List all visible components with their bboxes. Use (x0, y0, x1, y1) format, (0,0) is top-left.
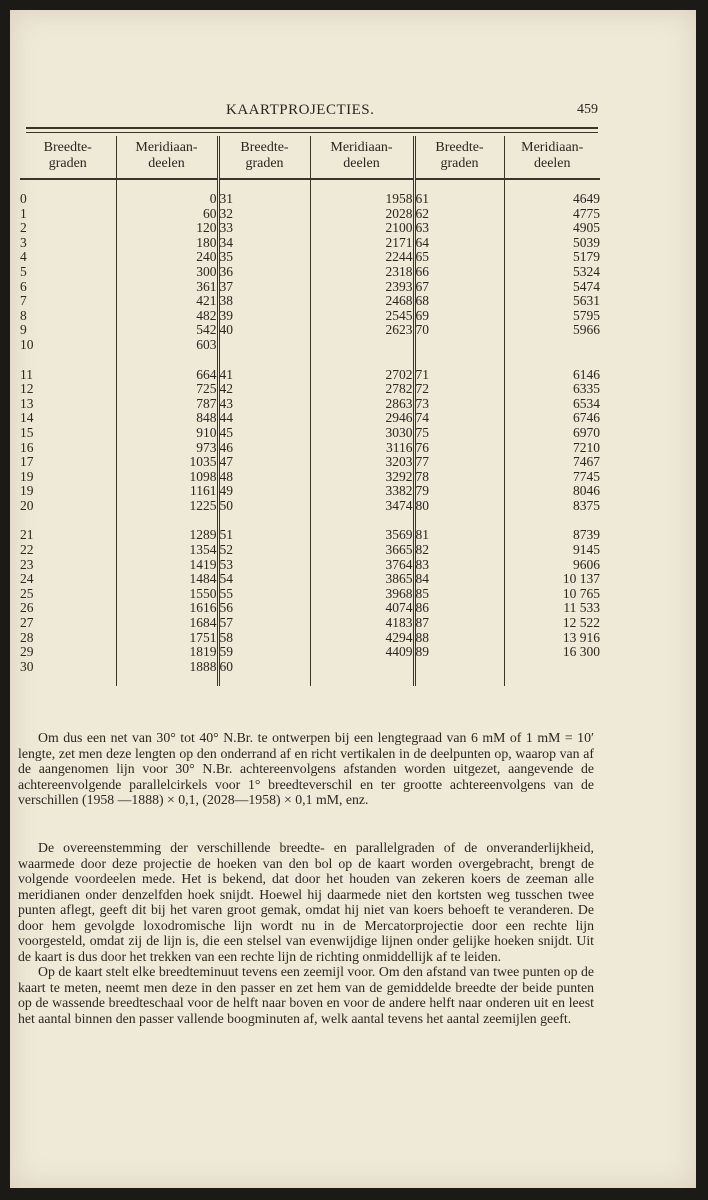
table-row (20, 353, 600, 383)
latitude-cell: 64 (414, 236, 504, 251)
latitude-cell: 86 (414, 601, 504, 616)
latitude-cell: 79 (414, 484, 504, 499)
meridional-part-cell: 2545 (310, 309, 414, 324)
latitude-cell: 60 (218, 660, 310, 686)
meridional-part-cell: 4409 (310, 645, 414, 660)
latitude-cell: 81 (414, 513, 504, 543)
meridional-part-cell (504, 338, 600, 353)
latitude-cell: 50 (218, 499, 310, 514)
latitude-cell: 38 (218, 294, 310, 309)
latitude-cell: 62 (414, 207, 504, 222)
meridional-part-cell: 10 137 (562, 571, 600, 587)
meridional-part-cell: 2946 (310, 411, 414, 426)
meridional-part-cell: 1289 (116, 513, 218, 543)
meridional-part-cell (504, 660, 600, 686)
meridional-part-cell: 1161 (116, 484, 218, 499)
meridional-part-cell: 1958 (310, 179, 414, 207)
meridional-part-cell: 5039 (573, 234, 600, 250)
meridional-part-cell: 361 (116, 280, 218, 295)
latitude-cell (414, 660, 504, 686)
meridional-part-cell: 664 (116, 353, 218, 383)
meridional-part-cell: 120 (116, 221, 218, 236)
latitude-cell: 41 (218, 353, 310, 383)
latitude-cell: 77 (414, 455, 504, 470)
latitude-cell: 55 (218, 587, 310, 602)
meridional-part-cell: 421 (116, 294, 218, 309)
meridional-part-cell: 5324 (573, 263, 600, 279)
meridional-part-cell: 16 300 (562, 644, 600, 660)
table-row (20, 645, 600, 660)
meridional-part-cell: 2171 (310, 236, 414, 251)
meridional-part-cell: 5631 (573, 293, 600, 309)
latitude-cell: 59 (218, 645, 310, 660)
meridional-part-cell: 1225 (116, 499, 218, 514)
meridional-part-cell: 3665 (310, 543, 414, 558)
latitude-cell (414, 338, 504, 353)
meridional-part-cell: 1484 (116, 572, 218, 587)
meridional-part-cell: 60 (116, 207, 218, 222)
meridional-part-cell: 2393 (310, 280, 414, 295)
latitude-cell: 4 (20, 250, 116, 265)
meridional-part-cell: 2468 (310, 294, 414, 309)
table-body (20, 179, 600, 686)
latitude-cell: 70 (414, 323, 504, 338)
meridional-part-cell: 2318 (310, 265, 414, 280)
latitude-cell: 27 (20, 616, 116, 631)
meridional-part-cell: 4294 (310, 631, 414, 646)
meridional-part-cell: 2623 (310, 323, 414, 338)
meridional-part-cell: 2244 (310, 250, 414, 265)
latitude-cell: 10 (20, 338, 116, 353)
meridional-part-cell: 3474 (310, 499, 414, 514)
table-row (20, 382, 600, 397)
latitude-cell: 78 (414, 470, 504, 485)
meridional-part-cell: 6746 (573, 410, 600, 426)
table-row (20, 294, 600, 309)
meridional-part-cell: 2863 (310, 397, 414, 412)
latitude-cell: 43 (218, 397, 310, 412)
latitude-cell: 26 (20, 601, 116, 616)
latitude-cell: 23 (20, 558, 116, 573)
meridional-part-cell: 4649 (573, 191, 600, 206)
meridional-part-cell: 4074 (310, 601, 414, 616)
meridional-part-cell: 13 916 (562, 629, 600, 645)
meridional-part-cell: 1616 (116, 601, 218, 616)
latitude-cell: 46 (218, 441, 310, 456)
meridional-part-cell: 11 533 (563, 600, 600, 616)
meridional-part-cell: 1751 (116, 631, 218, 646)
table-row (20, 323, 600, 338)
latitude-cell: 44 (218, 411, 310, 426)
meridional-part-cell: 1684 (116, 616, 218, 631)
table-row (20, 265, 600, 280)
latitude-cell: 66 (414, 265, 504, 280)
column-header: Breedte- graden (414, 136, 504, 179)
meridional-part-cell: 1035 (116, 455, 218, 470)
meridional-part-cell: 542 (116, 323, 218, 338)
latitude-cell: 42 (218, 382, 310, 397)
latitude-cell: 61 (414, 179, 504, 207)
column-header: Meridiaan- deelen (504, 136, 600, 179)
meridional-part-cell: 0 (116, 179, 218, 207)
meridional-part-cell: 973 (116, 441, 218, 456)
meridional-part-cell: 1888 (116, 660, 218, 686)
latitude-cell: 9 (20, 323, 116, 338)
meridional-part-cell (310, 338, 414, 353)
latitude-cell: 40 (218, 323, 310, 338)
latitude-cell: 67 (414, 280, 504, 295)
latitude-cell: 0 (20, 179, 116, 207)
column-header: Breedte- graden (218, 136, 310, 179)
latitude-cell: 88 (414, 631, 504, 646)
meridional-part-cell: 2702 (310, 353, 414, 383)
meridional-part-cell: 1354 (116, 543, 218, 558)
meridional-part-cell: 1819 (116, 645, 218, 660)
latitude-cell: 3 (20, 236, 116, 251)
meridional-part-cell: 725 (116, 382, 218, 397)
latitude-cell: 17 (20, 455, 116, 470)
latitude-cell: 48 (218, 470, 310, 485)
table-row (20, 499, 600, 514)
latitude-cell: 5 (20, 265, 116, 280)
meridional-part-cell: 6335 (573, 381, 600, 397)
meridional-part-cell: 4905 (573, 220, 600, 236)
meridional-part-cell: 6146 (573, 366, 600, 382)
meridional-part-cell: 5474 (573, 278, 600, 294)
table-row (20, 280, 600, 295)
latitude-cell: 34 (218, 236, 310, 251)
meridional-part-cell: 6970 (573, 424, 600, 440)
table-row (20, 513, 600, 543)
meridional-part-cell: 8046 (573, 483, 600, 499)
meridional-part-cell: 12 522 (562, 615, 600, 631)
latitude-cell: 58 (218, 631, 310, 646)
latitude-cell: 25 (20, 587, 116, 602)
latitude-cell: 56 (218, 601, 310, 616)
latitude-cell: 1 (20, 207, 116, 222)
table-row (20, 572, 600, 587)
latitude-cell: 31 (218, 179, 310, 207)
latitude-cell: 63 (414, 221, 504, 236)
latitude-cell: 65 (414, 250, 504, 265)
table-row (20, 616, 600, 631)
meridional-part-cell: 3382 (310, 484, 414, 499)
latitude-cell: 32 (218, 207, 310, 222)
latitude-cell: 16 (20, 441, 116, 456)
meridional-part-cell: 7210 (573, 439, 600, 455)
paragraph: Om dus een net van 30° tot 40° N.Br. te ontwerpen bij een lengtegraad van 6 mM of 1 mM = 10′ lengte, zet men deze lengten op den onderrand af en richt vertikalen in de deelpunten op, waarop van af de aangenomen lijn voor 30° N.Br. achtereenvolgens afstanden worden uitgezet, aangevende de achtereenvolgende parallelcirkels voor 1° breedteverschil en ter grootte achtereenvolgens van de verschillen (1958 —1888) × 0,1, (2028—1958) × 0,1 mM, enz. (18, 730, 594, 807)
table-row (20, 179, 600, 207)
meridional-part-cell: 8375 (573, 497, 600, 513)
meridional-part-cell: 180 (116, 236, 218, 251)
meridional-part-cell (310, 660, 414, 686)
latitude-cell: 30 (20, 660, 116, 686)
table-row (20, 631, 600, 646)
meridional-part-cell: 3968 (310, 587, 414, 602)
latitude-cell: 68 (414, 294, 504, 309)
latitude-cell: 47 (218, 455, 310, 470)
table-row (20, 236, 600, 251)
meridional-part-cell: 5966 (573, 322, 600, 338)
latitude-cell: 51 (218, 513, 310, 543)
latitude-cell: 36 (218, 265, 310, 280)
page-header (10, 102, 696, 122)
table-row (20, 411, 600, 426)
table-row (20, 455, 600, 470)
page-number: 459 (577, 102, 598, 117)
latitude-cell: 85 (414, 587, 504, 602)
latitude-cell: 29 (20, 645, 116, 660)
latitude-cell: 20 (20, 499, 116, 514)
meridional-part-cell: 1419 (116, 558, 218, 573)
latitude-cell: 28 (20, 631, 116, 646)
paragraph: De overeenstemming der verschillende breedte- en parallelgraden of de onveranderlijkheid, waarmede door deze projectie de hoeken van den bol op de kaart worden overgebracht, brengt de volgende voordeelen mede. Het is bekend, dat door het houden van zekeren koers de zeeman alle meridianen onder denzelfden hoek snijdt. Hoewel hij daarmede niet den kortsten weg tusschen twee punten aflegt, geeft dit bij het varen groot gemak, omdat hij niet van koers behoeft te veranderen. De door hem gevolgde loxodromische lijn wordt nu in de Mercatorprojectie door een rechte lijn voorgesteld, omdat zij de lijn is, die een stelsel van evenwijdige lijnen onder gelijke hoeken snijdt. Uit de kaart is dus door het trekken van een rechte lijn de richting onmiddellijk af te leiden. (18, 840, 594, 964)
latitude-cell: 35 (218, 250, 310, 265)
table-row (20, 558, 600, 573)
table-row (20, 660, 600, 686)
latitude-cell: 75 (414, 426, 504, 441)
meridional-part-cell: 7745 (573, 468, 600, 484)
meridional-part-cell: 3030 (310, 426, 414, 441)
latitude-cell: 72 (414, 382, 504, 397)
latitude-cell: 45 (218, 426, 310, 441)
latitude-cell: 19 (20, 484, 116, 499)
meridional-part-cell: 240 (116, 250, 218, 265)
table-row (20, 338, 600, 353)
table-row (20, 426, 600, 441)
header-rule-thin (26, 132, 598, 133)
meridional-part-cell: 3292 (310, 470, 414, 485)
table-row (20, 543, 600, 558)
column-header: Meridiaan- deelen (310, 136, 414, 179)
latitude-cell: 74 (414, 411, 504, 426)
latitude-cell: 33 (218, 221, 310, 236)
latitude-cell: 15 (20, 426, 116, 441)
meridional-part-cell: 2100 (310, 221, 414, 236)
meridional-part-cell: 848 (116, 411, 218, 426)
latitude-cell: 49 (218, 484, 310, 499)
latitude-cell: 71 (414, 353, 504, 383)
meridional-part-cell: 5179 (573, 249, 600, 265)
latitude-cell: 8 (20, 309, 116, 324)
meridional-part-cell: 3764 (310, 558, 414, 573)
book-page (10, 10, 696, 1188)
meridional-part-cell: 4775 (573, 205, 600, 221)
meridional-part-cell: 7467 (573, 454, 600, 470)
meridional-part-cell: 3569 (310, 513, 414, 543)
latitude-cell: 21 (20, 513, 116, 543)
latitude-cell: 69 (414, 309, 504, 324)
latitude-cell: 12 (20, 382, 116, 397)
meridional-part-cell: 10 765 (562, 585, 600, 601)
table-header-row (20, 136, 600, 179)
latitude-cell: 53 (218, 558, 310, 573)
meridional-part-cell: 787 (116, 397, 218, 412)
meridional-part-cell: 2782 (310, 382, 414, 397)
meridional-part-cell: 3116 (310, 441, 414, 456)
paragraph: Op de kaart stelt elke breedteminuut tevens een zeemijl voor. Om den afstand van twee punten op de kaart te meten, neemt men deze in den passer en zet hem van de gemiddelde breedte der beide punten op de wassende breedteschaal voor de helft naar boven en voor de andere helft naar onderen uit en leest het aantal binnen den passer vallende boogminuten af, welk aantal tevens het aantal zeemijlen geeft. (18, 964, 594, 1026)
meridional-part-cell: 9606 (573, 556, 600, 572)
latitude-cell: 11 (20, 353, 116, 383)
latitude-cell: 73 (414, 397, 504, 412)
meridional-part-cell: 8739 (573, 527, 600, 543)
meridional-part-cell: 9145 (573, 542, 600, 558)
latitude-cell: 76 (414, 441, 504, 456)
meridional-part-cell: 482 (116, 309, 218, 324)
latitude-cell: 54 (218, 572, 310, 587)
meridional-part-cell: 6534 (573, 395, 600, 411)
table-row (20, 207, 600, 222)
meridional-part-cell: 1098 (116, 470, 218, 485)
paragraph-block-2 (18, 840, 594, 1026)
table-row (20, 470, 600, 485)
meridional-part-cell: 2028 (310, 207, 414, 222)
latitude-cell (218, 338, 310, 353)
table-row (20, 587, 600, 602)
meridional-part-cell: 3865 (310, 572, 414, 587)
latitude-cell: 52 (218, 543, 310, 558)
latitude-cell: 14 (20, 411, 116, 426)
table-row (20, 221, 600, 236)
table-row (20, 441, 600, 456)
meridional-part-cell: 3203 (310, 455, 414, 470)
latitude-cell: 89 (414, 645, 504, 660)
table-row (20, 484, 600, 499)
latitude-cell: 83 (414, 558, 504, 573)
table-row (20, 397, 600, 412)
latitude-cell: 84 (414, 572, 504, 587)
column-header: Meridiaan- deelen (116, 136, 218, 179)
header-rule (26, 127, 598, 129)
meridional-part-cell: 4183 (310, 616, 414, 631)
column-header: Breedte- graden (20, 136, 116, 179)
meridional-part-cell: 910 (116, 426, 218, 441)
table-row (20, 309, 600, 324)
meridional-part-cell: 5795 (573, 307, 600, 323)
latitude-cell: 2 (20, 221, 116, 236)
latitude-cell: 39 (218, 309, 310, 324)
meridional-part-cell: 603 (116, 338, 218, 353)
latitude-cell: 87 (414, 616, 504, 631)
latitude-cell: 22 (20, 543, 116, 558)
meridional-part-cell: 300 (116, 265, 218, 280)
table-row (20, 250, 600, 265)
latitude-cell: 24 (20, 572, 116, 587)
latitude-cell: 6 (20, 280, 116, 295)
latitude-cell: 80 (414, 499, 504, 514)
latitude-cell: 7 (20, 294, 116, 309)
latitude-cell: 13 (20, 397, 116, 412)
latitude-cell: 82 (414, 543, 504, 558)
latitude-cell: 57 (218, 616, 310, 631)
paragraph-block-1 (18, 730, 594, 808)
latitude-cell: 37 (218, 280, 310, 295)
latitude-cell: 19 (20, 470, 116, 485)
meridional-parts-table (20, 136, 600, 686)
table-row (20, 601, 600, 616)
running-title: KAARTPROJECTIES. (226, 102, 375, 118)
meridional-part-cell: 1550 (116, 587, 218, 602)
